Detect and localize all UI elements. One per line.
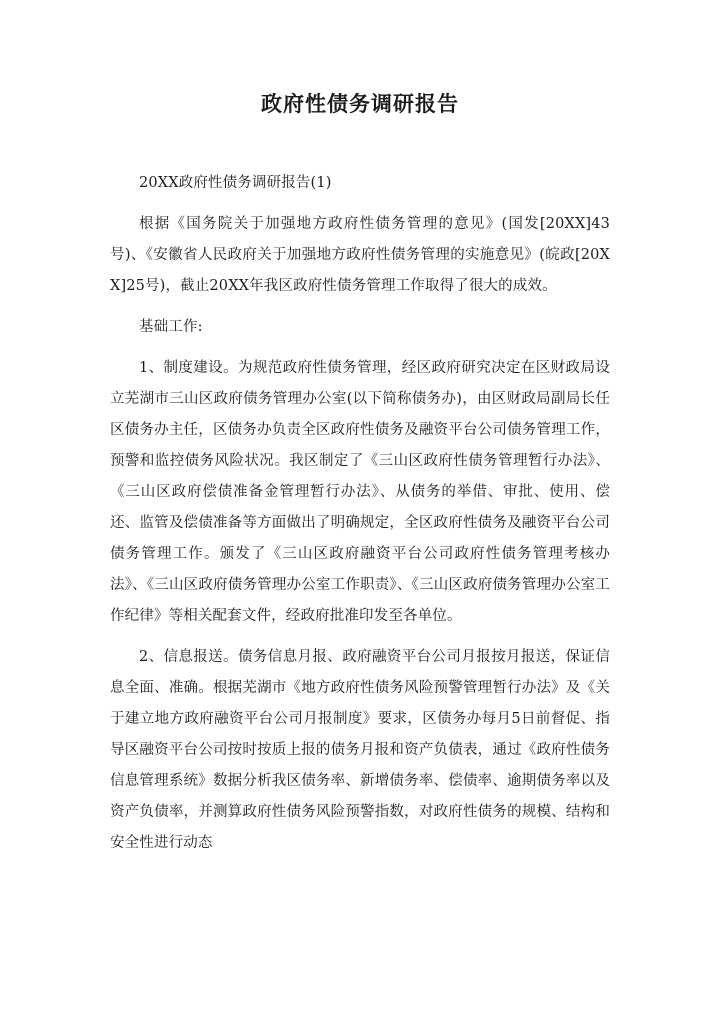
paragraph-information-reporting: 2、信息报送。债务信息月报、政府融资平台公司月报按月报送，保证信息全面、准确。根据芜湖市《地方政府性债务风险预警管理暂行办法》及《关于建立地方政府融资平台公司月报制度》要求，区债务办每月5日前督促、指导区融资平台公司按时按质上报的债务月报和资产负债表，通过《政府性债务信息管理系统》数据分析我区债务率、新增债务率、偿债率、逾期债务率以及资产负债率，并测算政府性债务风险预警指数，对政府性债务的规模、结构和安全性进行动态	[110, 649, 610, 851]
document-title: 政府性债务调研报告	[261, 91, 459, 116]
paragraph-system-building: 1、制度建设。为规范政府性债务管理，经区政府研究决定在区财政局设立芜湖市三山区政府债务管理办公室(以下简称债务办)，由区财政局副局长任区债务办主任，区债务办负责全区政府性债务及融资平台公司债务管理工作，预警和监控债务风险状况。我区制定了《三山区政府性债务管理暂行办法》、《三山区政府偿债准备金管理暂行办法》、从债务的举借、审批、使用、偿还、监管及偿债准备等方面做出了明确规定，全区政府性债务及融资平台公司债务管理工作。颁发了《三山区政府融资平台公司政府性债务管理考核办法》、《三山区政府债务管理办公室工作职责》、《三山区政府债务管理办公室工作纪律》等相关配套文件，经政府批准印发至各单位。	[110, 360, 610, 624]
report-subtitle: 20XX政府性债务调研报告(1)	[139, 175, 332, 191]
section-heading-basic-work: 基础工作:	[139, 319, 203, 335]
intro-paragraph: 根据《国务院关于加强地方政府性债务管理的意见》(国发[20XX]43号)、《安徽省人民政府关于加强地方政府性债务管理的实施意见》(皖政[20XX]25号)，截止20XX年我区政府性债务管理工作取得了很大的成效。	[110, 216, 610, 294]
document-body	[110, 168, 610, 859]
